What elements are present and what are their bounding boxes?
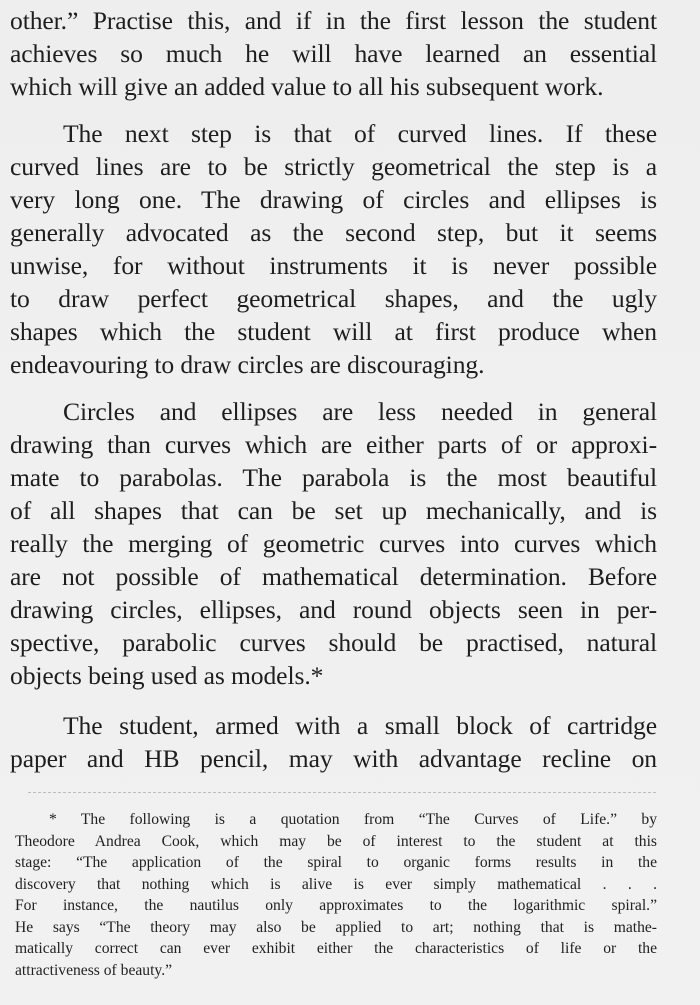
footnote-line: * The following is a quotation from “The Curves of Life.” by xyxy=(49,811,657,828)
footnote xyxy=(15,809,657,981)
footnote-line: attractiveness of beauty.” xyxy=(15,961,173,979)
paragraph-practise xyxy=(10,4,657,103)
text-line: The student, armed with a small block of cartridge xyxy=(63,711,657,740)
text-line: Circles and ellipses are less needed in general xyxy=(63,397,657,426)
text-line: are not possible of mathematical determination. Before xyxy=(10,562,657,591)
text-line: very long one. The drawing of circles and ellipses is xyxy=(10,185,657,214)
text-line: shapes which the student will at first produce when xyxy=(10,317,657,346)
text-line: spective, parabolic curves should be practised, natural xyxy=(10,628,657,657)
text-line: objects being used as models.* xyxy=(10,661,324,690)
text-line: drawing circles, ellipses, and round objects seen in per- xyxy=(10,595,657,624)
text-line: paper and HB pencil, may with advantage recline on xyxy=(10,744,657,773)
paragraph-circles-ellipses xyxy=(10,395,657,692)
footnote-line: He says “The theory may also be applied to art; nothing that is mathe- xyxy=(15,918,657,936)
footnote-line: Theodore Andrea Cook, which may be of interest to the student at this xyxy=(15,832,657,850)
text-line: endeavouring to draw circles are discouraging. xyxy=(10,350,485,379)
text-line: generally advocated as the second step, but it seems xyxy=(10,218,657,247)
text-line: really the merging of geometric curves into curves which xyxy=(10,529,657,558)
footnote-line: For instance, the nautilus only approximates to the logarithmic spiral.” xyxy=(15,897,657,914)
footnote-line: matically correct can ever exhibit either the characteristics of life or the xyxy=(15,940,657,957)
paragraph-curved-lines xyxy=(10,117,657,381)
text-line: curved lines are to be strictly geometrical the step is a xyxy=(10,152,657,181)
text-line: other.” Practise this, and if in the first lesson the student xyxy=(10,6,657,35)
footnote-line: discovery that nothing which is alive is ever simply mathematical . . . xyxy=(15,875,657,893)
text-line: achieves so much he will have learned an essential xyxy=(10,39,657,68)
text-line: The next step is that of curved lines. If these xyxy=(63,119,657,148)
text-line: to draw perfect geometrical shapes, and the ugly xyxy=(10,284,657,313)
footnote-line: stage: “The application of the spiral to organic forms results in the xyxy=(15,854,657,871)
footnote-separator xyxy=(28,792,656,793)
text-line: unwise, for without instruments it is never possible xyxy=(10,251,657,280)
text-line: drawing than curves which are either parts of or approxi- xyxy=(10,430,657,459)
text-line: which will give an added value to all his subsequent work. xyxy=(10,72,604,101)
text-line: mate to parabolas. The parabola is the most beautiful xyxy=(10,463,657,492)
paragraph-student-armed xyxy=(10,709,657,775)
text-line: of all shapes that can be set up mechanically, and is xyxy=(10,496,657,525)
